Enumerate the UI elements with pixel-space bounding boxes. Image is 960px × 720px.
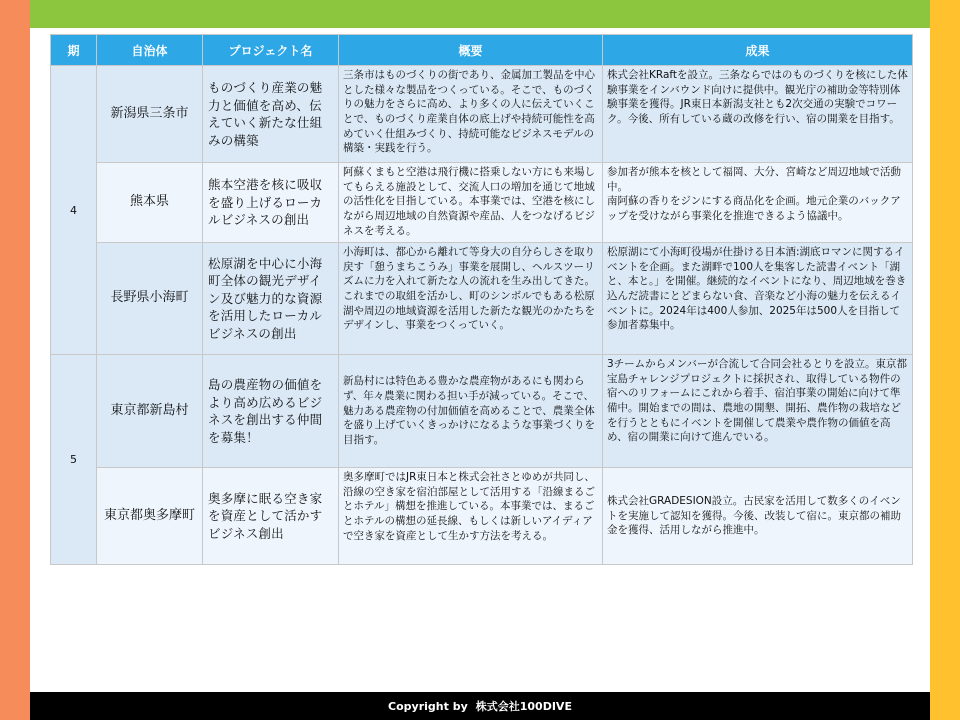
municipality-cell: 熊本県: [97, 163, 203, 243]
header-municipality: 自治体: [97, 35, 203, 66]
company-name: 株式会社100DIVE: [475, 700, 572, 713]
summary-cell: 小海町は、都心から離れて等身大の自分らしさを取り戻す「憩うまちこうみ」事業を展開し、ヘルスツーリズムに力を入れて新たな人の流れを生み出してきた。これまでの取組を活かし、町のシンボルでもある松原湖や周辺の地域資源を活用した新たな観光のかたちをデザインし、事業をつくっていく。: [339, 243, 603, 355]
header-result: 成果: [603, 35, 913, 66]
table-row: [51, 163, 913, 243]
header-phase: 期: [51, 35, 97, 66]
project-name-cell: 奥多摩に眠る空き家を資産として活かすビジネス創出: [203, 468, 339, 565]
summary-cell: 阿蘇くまもと空港は飛行機に搭乗しない方にも来場してもらえる施設として、交流人口の増加を通じて地域の活性化を目指している。本事業では、空港を核にしながら周辺地域の自然資源や産品、人をつなげるビジネスを考える。: [339, 163, 603, 243]
result-cell: 3チームからメンバーが合流して合同会社るとりを設立。東京都宝島チャレンジプロジェクトに採択され、取得している物件の宿へのリフォームにこれから着手、宿泊事業の開始に向けて準備中。開始までの間は、農地の開墾、開拓、農作物の栽培などを行うとともにイベントを開催して農業や農作物の価値を高め、宿の開業に向けて進んでいる。: [603, 355, 913, 468]
project-name-cell: 松原湖を中心に小海町全体の観光デザイン及び魅力的な資源を活用したローカルビジネスの創出: [203, 243, 339, 355]
copyright-label: Copyright by: [388, 699, 468, 713]
project-name-cell: 島の農産物の価値をより高め広めるビジネスを創出する仲間を募集！: [203, 355, 339, 468]
result-cell: 株式会社KRaftを設立。三条ならではのものづくりを核にした体験事業をインバウンド向けに提供中。観光庁の補助金等特別体験事業を獲得。JR東日本新潟支社とも2次交通の実験でコワーク。今後、所有している蔵の改修を行い、宿の開業を目指す。: [603, 66, 913, 163]
result-cell: 松原湖にて小海町役場が仕掛ける日本酒:湖底ロマンに関するイベントを企画。また湖畔で100人を集客した読書イベント「湖と、本と。」を開催。継続的なイベントになり、周辺地域を巻き込んだ読書にとどまらない食、音楽など小海の魅力を伝えるイベントに。2024年は400人参加、2025年は500人を目指して参加者募集中。: [603, 243, 913, 355]
result-line: 南阿蘇の香りをジンにする商品化を企画。地元企業のバックアップを受けながら事業化を推進できるよう協議中。: [607, 195, 901, 223]
footer-bar: [30, 692, 930, 720]
municipality-cell: 東京都新島村: [97, 355, 203, 468]
right-accent-bar: [930, 0, 960, 720]
project-name-cell: 熊本空港を核に吸収を盛り上げるローカルビジネスの創出: [203, 163, 339, 243]
phase-cell: 4: [51, 66, 97, 355]
municipality-cell: 長野県小海町: [97, 243, 203, 355]
top-accent-bar: [0, 0, 960, 28]
table-header-row: [51, 35, 913, 66]
summary-cell: 三条市はものづくりの街であり、金属加工製品を中心とした様々な製品をつくっている。そこで、ものづくりの魅力をさらに高め、より多くの人に伝えていくことで、ものづくり産業自体の底上げや持続可能性を高めていく仕組みづくり、持続可能なビジネスモデルの構築・実践を行う。: [339, 66, 603, 163]
table-row: [51, 468, 913, 565]
project-table: [50, 34, 913, 565]
summary-cell: 新島村には特色ある豊かな農産物があるにも関わらず、年々農業に関わる担い手が減っている。そこで、魅力ある農産物の付加価値を高めることで、農業全体を盛り上げていくきっかけになるような事業づくりを目指す。: [339, 355, 603, 468]
result-line: 参加者が熊本を核として福岡、大分、宮崎など周辺地域で活動中。: [607, 166, 901, 193]
municipality-cell: 東京都奥多摩町: [97, 468, 203, 565]
project-name-cell: ものづくり産業の魅力と価値を高め、伝えていく新たな仕組みの構築: [203, 66, 339, 163]
result-cell: [603, 163, 913, 243]
table-row: [51, 66, 913, 163]
left-accent-bar: [0, 0, 30, 720]
header-summary: 概要: [339, 35, 603, 66]
phase-cell: 5: [51, 355, 97, 565]
table-row: [51, 243, 913, 355]
table-row: [51, 355, 913, 468]
header-project: プロジェクト名: [203, 35, 339, 66]
result-cell: 株式会社GRADESION設立。古民家を活用して数多くのイベントを実施して認知を獲得。今後、改装して宿に。東京都の補助金を獲得、活用しながら推進中。: [603, 468, 913, 565]
summary-cell: 奥多摩町ではJR東日本と株式会社さとゆめが共同し、沿線の空き家を宿泊部屋として活用する「沿線まるごとホテル」構想を推進している。本事業では、まるごとホテルの構想の延長線、もしくは新しいアイディアで空き家を資産として生かす方法を考える。: [339, 468, 603, 565]
municipality-cell: 新潟県三条市: [97, 66, 203, 163]
